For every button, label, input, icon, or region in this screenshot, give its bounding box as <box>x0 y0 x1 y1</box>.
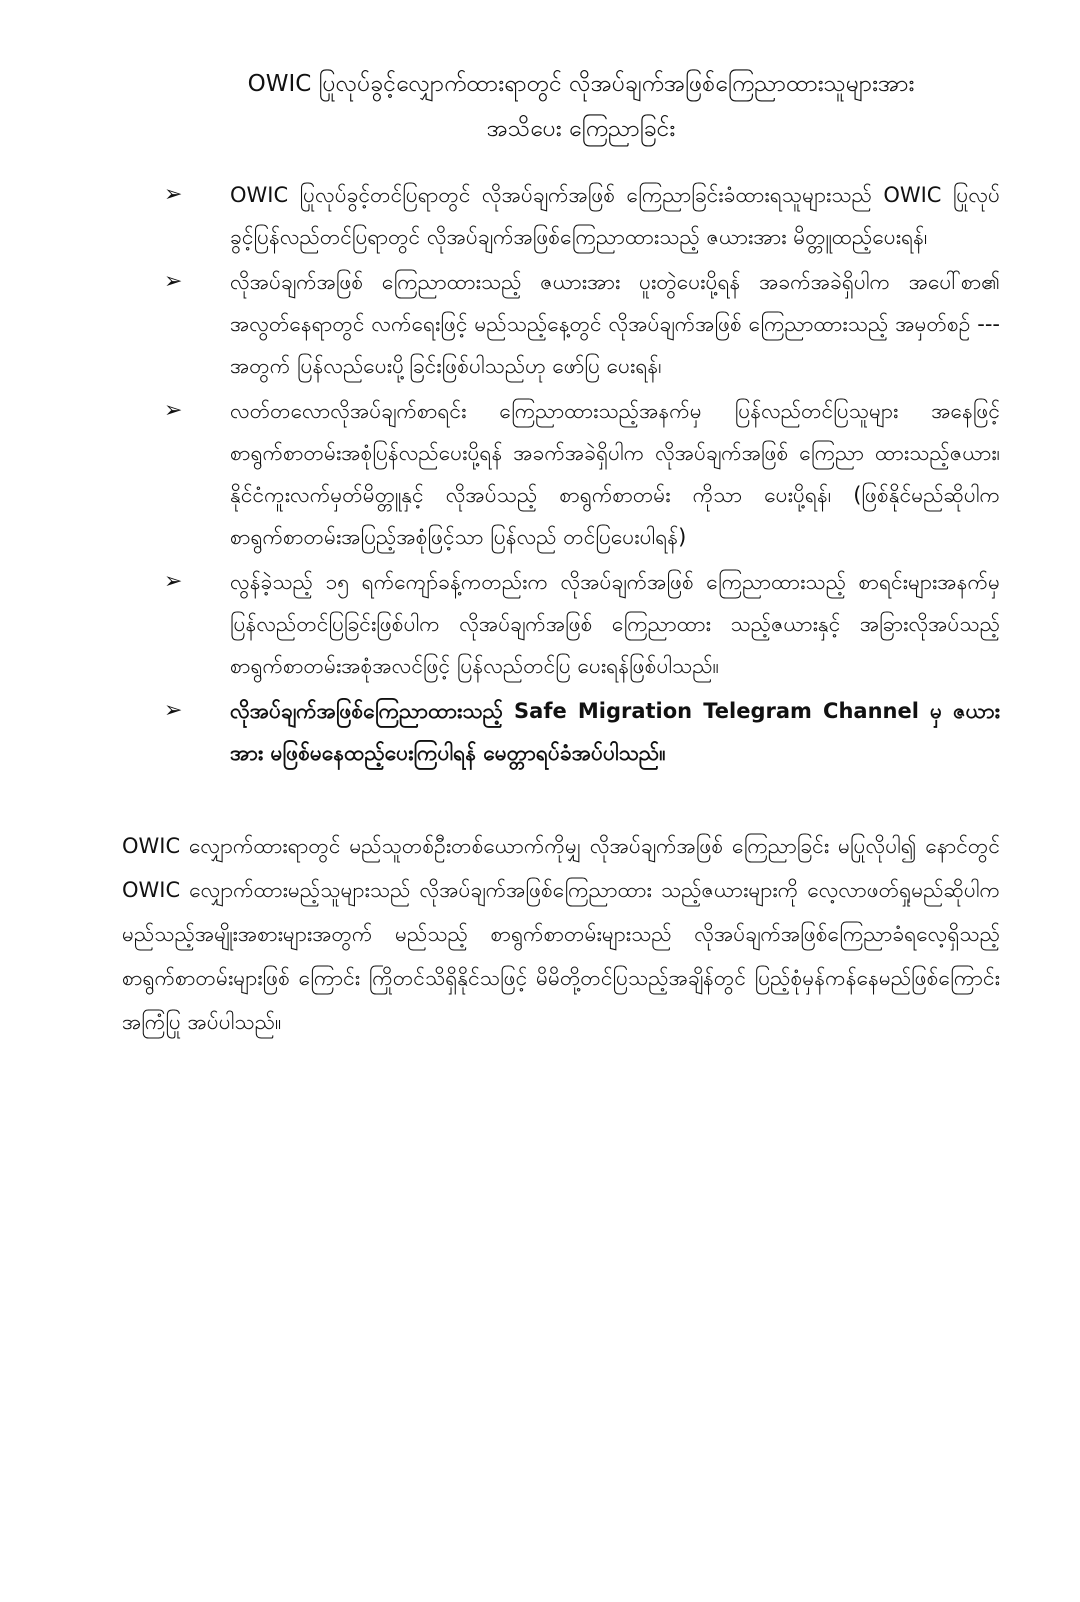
arrow-bullet-icon: ➢ <box>164 698 183 723</box>
arrow-bullet-icon: ➢ <box>164 182 183 207</box>
arrow-bullet-icon: ➢ <box>164 569 183 594</box>
title-line-2: အသိပေး ကြေညာခြင်း <box>486 116 676 142</box>
arrow-bullet-icon: ➢ <box>164 398 183 423</box>
list-item-text: လိုအပ်ချက်အဖြစ်ကြေညာထားသည့် Safe Migration Telegram Channel မှ ဇယား အား မဖြစ်မနေထည့်ပေးကြပါရန် မေတ္တာရပ်ခံအပ်ပါသည်။ <box>230 699 1000 765</box>
list-item-text: လိုအပ်ချက်အဖြစ် ကြေညာထားသည့် ဇယားအား ပူးတွဲပေးပို့ရန် အခက်အခဲရှိပါက အပေါ်စာ၏ အလွတ်နေရာတွင် လက်ရေးဖြင့် မည်သည့်နေ့တွင် လိုအပ်ချက်အဖြစ် ကြေညာထားသည့် အမှတ်စဉ် --- အတွက် ပြန်လည်ပေးပို့ခြင်းဖြစ်ပါသည်ဟု ဖော်ပြ ပေးရန်၊ <box>230 270 1000 378</box>
list-item <box>122 390 1000 558</box>
instruction-list <box>122 174 1000 774</box>
list-item-text: လွန်ခဲ့သည့် ၁၅ ရက်ကျော်ခန့်ကတည်းက လိုအပ်ချက်အဖြစ် ကြေညာထားသည့် စာရင်းများအနက်မှ ပြန်လည်တင်ပြခြင်းဖြစ်ပါက လိုအပ်ချက်အဖြစ် ကြေညာထား သည့်ဇယားနှင့် အခြားလိုအပ်သည့်စာရွက်စာတမ်းအစုံအလင်ဖြင့် ပြန်လည်တင်ပြ ပေးရန်ဖြစ်ပါသည်။ <box>230 570 1000 678</box>
list-item <box>122 261 1000 387</box>
list-item-text: OWIC ပြုလုပ်ခွင့်တင်ပြရာတွင် လိုအပ်ချက်အဖြစ် ကြေညာခြင်းခံထားရသူများသည် OWIC ပြုလုပ်ခွင့်ပြန်လည်တင်ပြရာတွင် လိုအပ်ချက်အဖြစ်ကြေညာထားသည့် ဇယားအား မိတ္တူထည့်ပေးရန်၊ <box>230 183 1000 249</box>
list-item-text: လတ်တလောလိုအပ်ချက်စာရင်း ကြေညာထားသည့်အနက်မှ ပြန်လည်တင်ပြသူများ အနေဖြင့် စာရွက်စာတမ်းအစုံပြန်လည်ပေးပို့ရန် အခက်အခဲရှိပါက လိုအပ်ချက်အဖြစ် ကြေညာ ထားသည့်ဇယား၊ နိုင်ငံကူးလက်မှတ်မိတ္တူနှင့် လိုအပ်သည့် စာရွက်စာတမ်း ကိုသာ ပေးပို့ရန်၊ (ဖြစ်နိုင်မည်ဆိုပါက စာရွက်စာတမ်းအပြည့်အစုံဖြင့်သာ ပြန်လည် တင်ပြပေးပါရန်) <box>230 399 1000 549</box>
list-item <box>122 690 1000 774</box>
title-line-1: OWIC ပြုလုပ်ခွင့်လျှောက်ထားရာတွင် လိုအပ်ချက်အဖြစ်ကြေညာထားသူများအား <box>247 71 915 97</box>
document-title <box>122 62 1000 152</box>
list-item <box>122 174 1000 258</box>
list-item <box>122 561 1000 687</box>
closing-paragraph: OWIC လျှောက်ထားရာတွင် မည်သူတစ်ဦးတစ်ယောက်ကိုမျှ လိုအပ်ချက်အဖြစ် ကြေညာခြင်း မပြုလိုပါ၍ နောင်တွင် OWIC လျှောက်ထားမည့်သူများသည် လိုအပ်ချက်အဖြစ်ကြေညာထား သည့်ဇယားများကို လေ့လာဖတ်ရှုမည်ဆိုပါက မည်သည့်အမျိုးအစားများအတွက် မည်သည့် စာရွက်စာတမ်းများသည် လိုအပ်ချက်အဖြစ်ကြေညာခံရလေ့ရှိသည့် စာရွက်စာတမ်းများဖြစ် ကြောင်း ကြိုတင်သိရှိနိုင်သဖြင့် မိမိတို့တင်ပြသည့်အချိန်တွင် ပြည့်စုံမှန်ကန်နေမည်ဖြစ်ကြောင်း အကြံပြု အပ်ပါသည်။ <box>122 834 1000 1034</box>
arrow-bullet-icon: ➢ <box>164 269 183 294</box>
